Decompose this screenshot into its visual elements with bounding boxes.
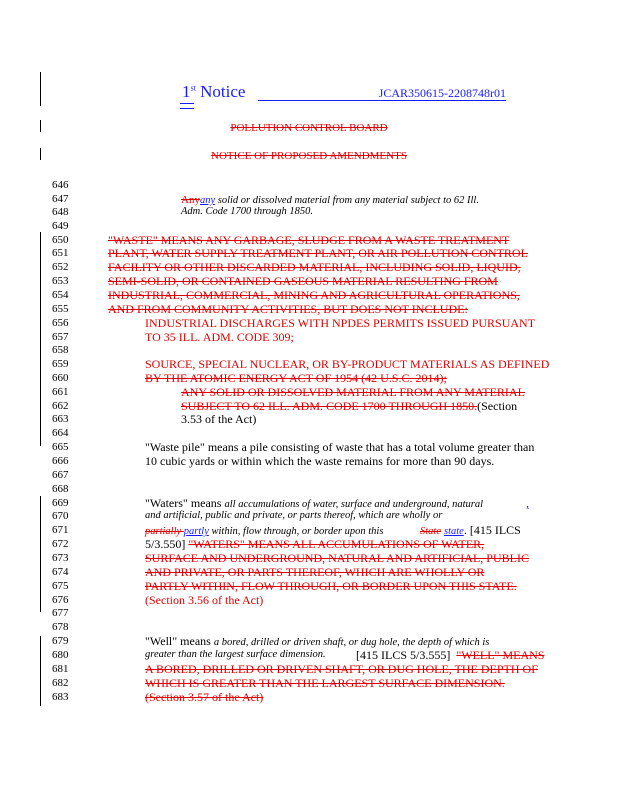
- inserted-text: state: [444, 526, 464, 537]
- text-line-657: TO 35 ILL. ADM. CODE 309;: [145, 330, 294, 344]
- line-number: 673: [52, 552, 69, 564]
- statute-text: solid or dissolved material from any material subject to 62 Ill.: [215, 195, 479, 206]
- deleted-line-683: (Section 3.57 of the Act): [145, 690, 264, 704]
- deleted-line-650: "WASTE" MEANS ANY GARBAGE, SLUDGE FROM A WASTE TREATMENT: [108, 233, 510, 247]
- line-number: 658: [52, 344, 69, 356]
- text-line-656: INDUSTRIAL DISCHARGES WITH NPDES PERMITS ISSUED PURSUANT: [145, 316, 536, 330]
- change-bar-body-1: [40, 232, 41, 446]
- notice-word: Notice: [200, 82, 246, 101]
- line-number: 654: [52, 289, 69, 301]
- text-line-670: and artificial, public and private, or parts thereof, which are wholly or: [145, 510, 443, 521]
- deleted-line-661: ANY SOLID OR DISSOLVED MATERIAL FROM ANY MATERIAL: [181, 385, 525, 399]
- line-number: 678: [52, 621, 69, 633]
- line-number: 650: [52, 234, 69, 246]
- text-line-672: [145, 537, 484, 551]
- change-bar-body-3: [40, 636, 41, 706]
- line-number: 665: [52, 441, 69, 453]
- line-number: 676: [52, 594, 69, 606]
- notice-number: 1: [182, 82, 191, 101]
- line-number: 659: [52, 358, 69, 370]
- deleted-line-681: A BORED, DRILLED OR DRIVEN SHAFT, OR DUG HOLE, THE DEPTH OF: [145, 662, 538, 676]
- text-line-680-end: [356, 648, 544, 662]
- statute-text: a bored, drilled or driven shaft, or dug hole, the depth of which is: [213, 637, 490, 648]
- line-number: 675: [52, 580, 69, 592]
- line-number: 672: [52, 538, 69, 550]
- citation-text: (Section: [477, 399, 518, 413]
- line-number: 653: [52, 275, 69, 287]
- text-line-676: (Section 3.56 of the Act): [145, 593, 264, 607]
- deleted-line-675: PARTLY WITHIN, FLOW THROUGH, OR BORDER UPON THIS STATE.: [145, 579, 517, 593]
- line-number: 662: [52, 400, 69, 412]
- change-bar-body-2: [40, 496, 41, 612]
- text-line-680: greater than the largest surface dimension.: [145, 649, 326, 660]
- line-number: 657: [52, 331, 69, 343]
- line-number: 664: [52, 427, 69, 439]
- deleted-text: Any: [181, 194, 200, 206]
- deleted-text: SUBJECT TO 62 ILL. ADM. CODE 1700 THROUGH 1850.: [181, 399, 478, 413]
- inserted-text: any: [199, 195, 216, 206]
- citation-text: [415 ILCS 5/3.555]: [356, 648, 451, 662]
- text-line-662: [181, 399, 517, 413]
- inserted-comma: ,: [526, 496, 529, 510]
- line-number: 669: [52, 497, 69, 509]
- line-number: 649: [52, 220, 69, 232]
- inserted-text: partly: [183, 526, 209, 537]
- text-line-663: 3.53 of the Act): [181, 412, 257, 426]
- deleted-line-660: BY THE ATOMIC ENERGY ACT OF 1954 (42 U.S.C. 2014);: [145, 371, 447, 385]
- deleted-line-652: FACILITY OR OTHER DISCARDED MATERIAL, INCLUDING SOLID, LIQUID,: [108, 260, 521, 274]
- notice-heading: [182, 82, 245, 102]
- line-number: 671: [52, 524, 69, 536]
- deleted-text: "WELL" MEANS: [456, 648, 545, 662]
- line-number: 677: [52, 607, 69, 619]
- line-number: 655: [52, 303, 69, 315]
- line-number: 682: [52, 677, 69, 689]
- deleted-text: partially: [145, 526, 184, 537]
- deleted-line-674: AND PRIVATE, OR PARTS THEREOF, WHICH ARE WHOLLY OR: [145, 565, 485, 579]
- line-number: 660: [52, 372, 69, 384]
- deleted-line-682: WHICH IS GREATER THAN THE LARGEST SURFACE DIMENSION.: [145, 676, 505, 690]
- text-line-665: "Waste pile" means a pile consisting of waste that has a total volume greater than: [145, 440, 535, 454]
- deleted-line-651: PLANT, WATER SUPPLY TREATMENT PLANT, OR AIR POLLUTION CONTROL: [108, 246, 528, 260]
- deleted-text: "WATERS" MEANS ALL ACCUMULATIONS OF WATER,: [188, 537, 485, 551]
- line-number: 681: [52, 663, 69, 675]
- deleted-line-655: AND FROM COMMUNITY ACTIVITIES, BUT DOES NOT INCLUDE:: [108, 302, 468, 316]
- statute-text: within, flow through, or border upon this: [208, 526, 384, 537]
- notice-double-underline: [180, 103, 194, 109]
- jcar-code: JCAR350615-2208748r01: [258, 86, 506, 101]
- line-number: 663: [52, 413, 69, 425]
- line-number: 666: [52, 455, 69, 467]
- line-number: 648: [52, 206, 69, 218]
- text-line-648: Adm. Code 1700 through 1850.: [181, 206, 314, 217]
- definition-term: "Well" means: [145, 634, 214, 648]
- text-line-666: 10 cubic yards or within which the waste remains for more than 90 days.: [145, 454, 495, 468]
- deleted-text: State: [420, 526, 441, 537]
- line-number: 667: [52, 469, 69, 481]
- change-bar-header: [40, 72, 41, 106]
- line-number: 647: [52, 193, 69, 205]
- line-number: 670: [52, 510, 69, 522]
- line-number: 680: [52, 649, 69, 661]
- deleted-line-673: SURFACE AND UNDERGROUND, NATURAL AND ARTIFICIAL, PUBLIC: [145, 551, 529, 565]
- statute-text: all accumulations of water, surface and underground, natural: [224, 499, 483, 510]
- deleted-line-654: INDUSTRIAL, COMMERCIAL, MINING AND AGRICULTURAL OPERATIONS,: [108, 288, 520, 302]
- line-number: 674: [52, 566, 69, 578]
- line-number: 652: [52, 261, 69, 273]
- line-number: 646: [52, 179, 69, 191]
- citation-text: 5/3.550]: [145, 537, 189, 551]
- board-title: POLLUTION CONTROL BOARD: [230, 122, 388, 134]
- line-number: 651: [52, 247, 69, 259]
- line-number: 656: [52, 317, 69, 329]
- text-line-659: SOURCE, SPECIAL NUCLEAR, OR BY-PRODUCT MATERIALS AS DEFINED: [145, 357, 550, 371]
- line-number: 679: [52, 635, 69, 647]
- notice-title: NOTICE OF PROPOSED AMENDMENTS: [211, 150, 407, 162]
- definition-term: "Waters" means: [145, 496, 225, 510]
- deleted-line-653: SEMI-SOLID, OR CONTAINED GASEOUS MATERIAL RESULTING FROM: [108, 274, 498, 288]
- line-number: 683: [52, 691, 69, 703]
- line-number: 668: [52, 483, 69, 495]
- line-number: 661: [52, 386, 69, 398]
- notice-ordinal: st: [190, 83, 196, 93]
- citation-text: . [415 ILCS: [463, 523, 521, 537]
